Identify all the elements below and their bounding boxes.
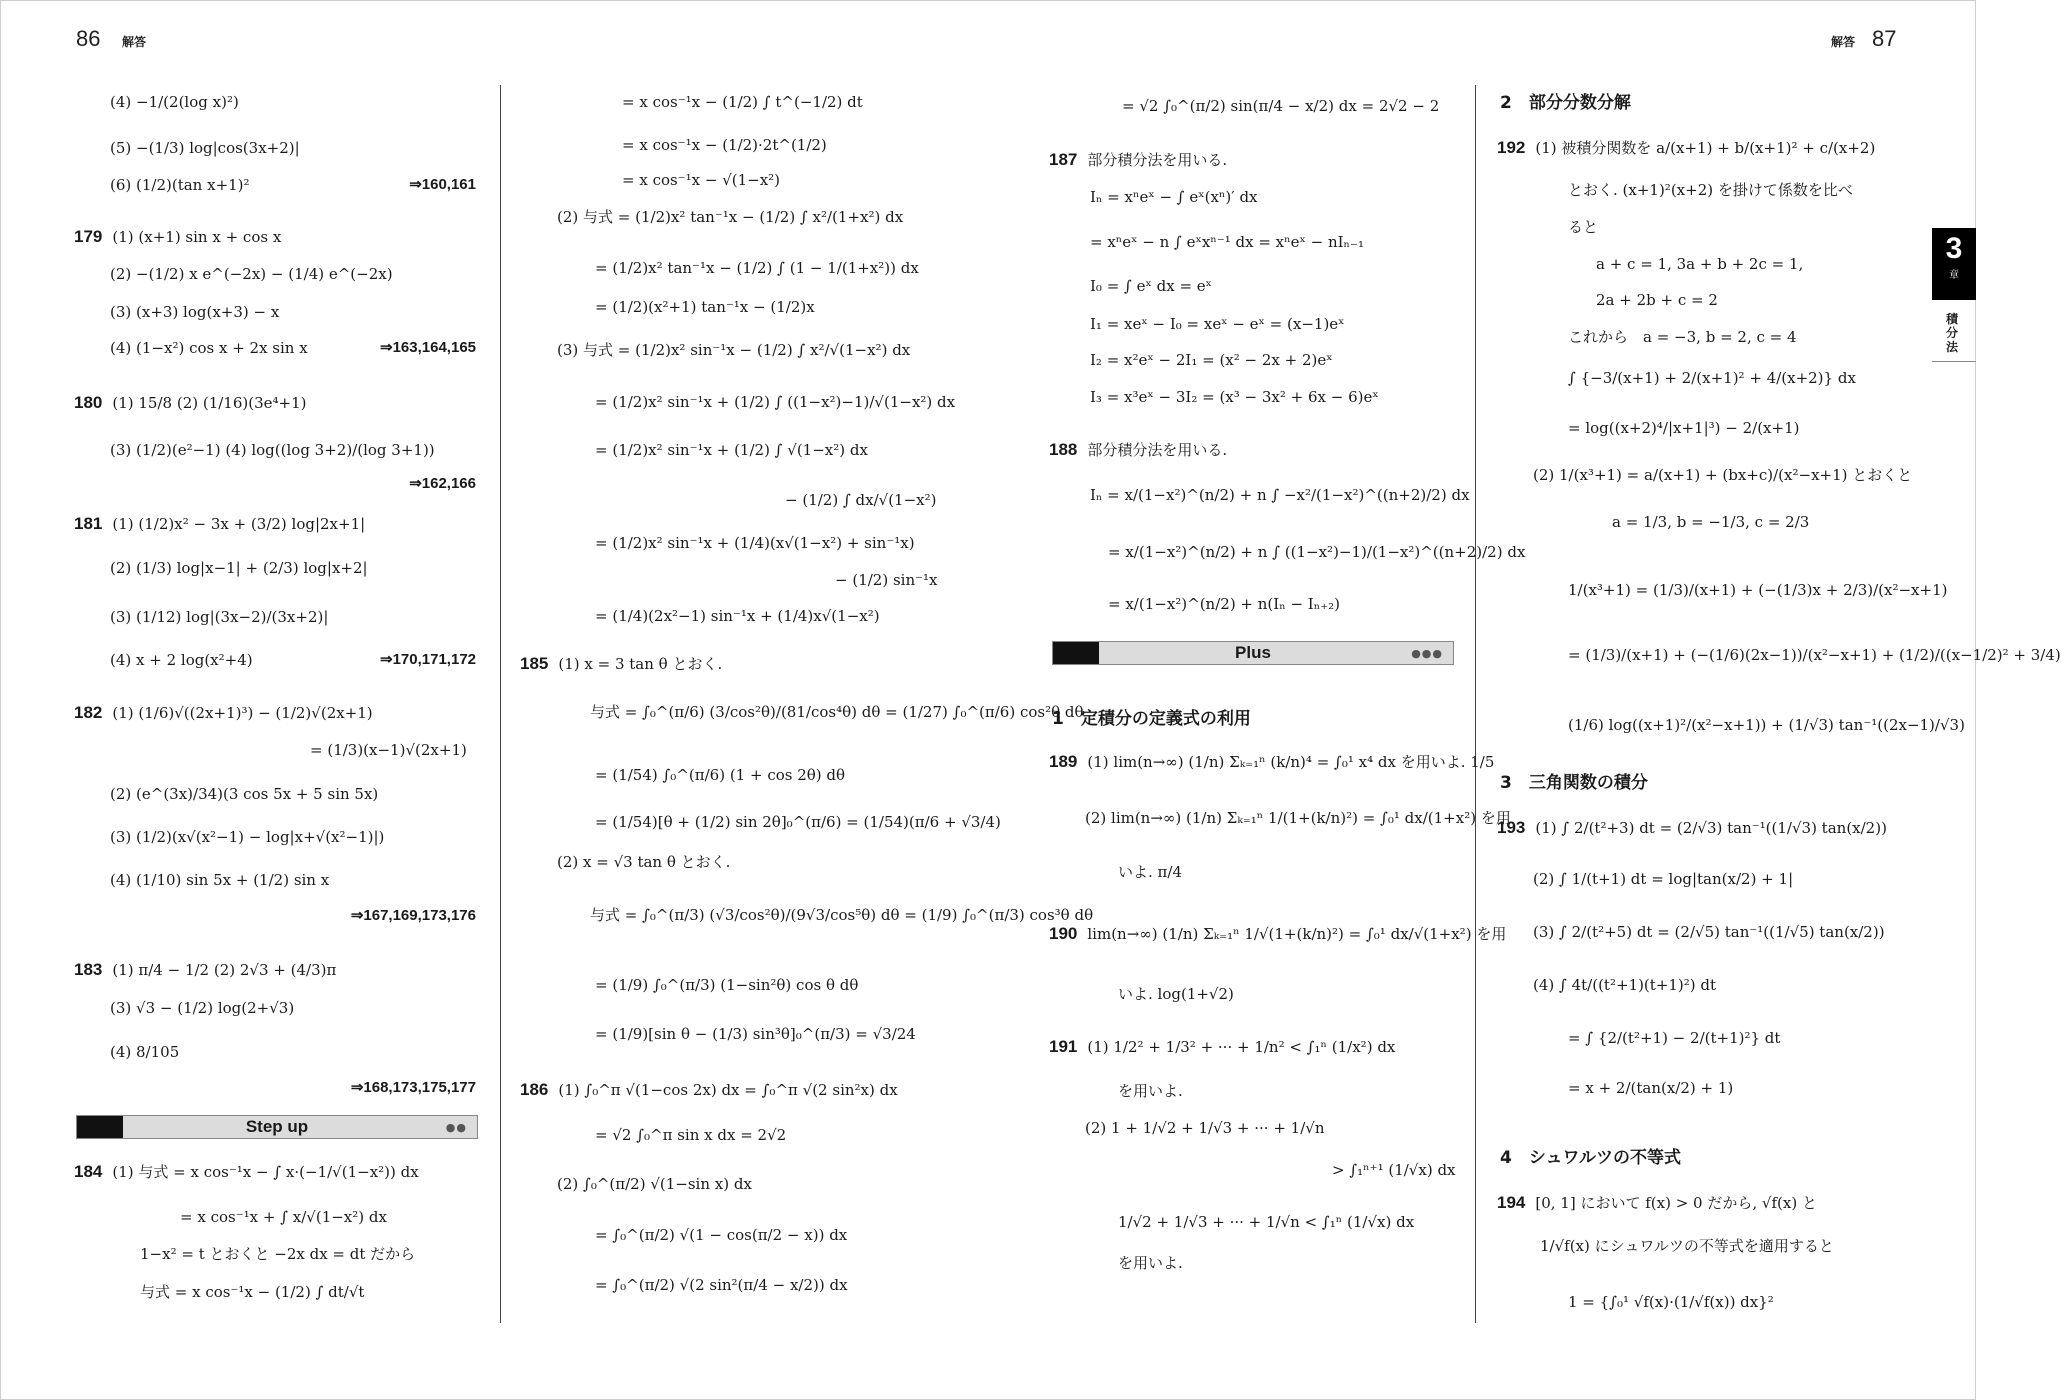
- answer-line: [1049, 924, 1506, 944]
- answer-text: (1) 与式 = x cos⁻¹x − ∫ x·(−1/√(1−x²)) dx: [112, 1163, 419, 1181]
- answer-line: [74, 393, 307, 413]
- answer-line: = x cos⁻¹x − (1/2) ∫ t^(−1/2) dt: [622, 93, 863, 111]
- answer-line: = (1/2)x² sin⁻¹x + (1/2) ∫ ((1−x²)−1)/√(1−x²) dx: [595, 393, 956, 411]
- answer-line: (3) (1/2)(x√(x²−1) − log|x+√(x²−1)|): [110, 828, 385, 846]
- chapter-rule: [1932, 361, 1976, 362]
- answer-text: lim(n→∞) (1/n) Σₖ₌₁ⁿ 1/√(1+(k/n)²) = ∫₀¹ dx/√(1+x²) を用: [1087, 925, 1507, 943]
- column-rule: [1475, 85, 1476, 1323]
- answer-line: = x/(1−x²)^(n/2) + n ∫ ((1−x²)−1)/(1−x²)^((n+2)/2) dx: [1108, 543, 1526, 561]
- answer-line: = √2 ∫₀^(π/2) sin(π/4 − x/2) dx = 2√2 − 2: [1122, 97, 1440, 115]
- answer-line: (3) (1/2)(e²−1) (4) log((log 3+2)/(log 3+1)): [110, 441, 435, 459]
- problem-number: 190: [1049, 924, 1078, 943]
- answer-line: [74, 703, 373, 723]
- answer-line: = √2 ∫₀^π sin x dx = 2√2: [595, 1126, 787, 1144]
- answer-line: (2) 1/(x³+1) = a/(x+1) + (bx+c)/(x²−x+1) とおくと: [1533, 466, 1913, 484]
- answer-line: (4) 8/105: [110, 1043, 180, 1061]
- answer-line: [1049, 1037, 1395, 1057]
- problem-number: 193: [1497, 818, 1526, 837]
- answer-line: とおく. (x+1)²(x+2) を掛けて係数を比べ: [1568, 181, 1853, 199]
- answer-line: = x + 2/(tan(x/2) + 1): [1568, 1079, 1734, 1097]
- answer-line: [520, 1080, 898, 1100]
- cross-reference: ⇒163,164,165: [380, 339, 476, 356]
- band-title: Plus: [1235, 643, 1271, 662]
- answer-text: (1) ∫₀^π √(1−cos 2x) dx = ∫₀^π √(2 sin²x) dx: [558, 1081, 898, 1099]
- answer-line: (5) −(1/3) log|cos(3x+2)|: [110, 139, 300, 157]
- answer-line: = xⁿeˣ − n ∫ eˣxⁿ⁻¹ dx = xⁿeˣ − nIₙ₋₁: [1090, 233, 1364, 251]
- cross-reference: ⇒168,173,175,177: [350, 1079, 476, 1096]
- cross-reference: ⇒170,171,172: [380, 651, 476, 668]
- problem-number: 189: [1049, 752, 1078, 771]
- chapter-tab: [1932, 228, 1976, 300]
- answer-line: [74, 960, 336, 980]
- problem-number: 191: [1049, 1037, 1078, 1056]
- answer-text: (1) lim(n→∞) (1/n) Σₖ₌₁ⁿ (k/n)⁴ = ∫₀¹ x⁴ dx を用いよ. 1/5: [1087, 753, 1495, 771]
- answer-line: (4) (1/10) sin 5x + (1/2) sin x: [110, 871, 330, 889]
- answer-line: (3) (1/12) log|(3x−2)/(3x+2)|: [110, 608, 329, 626]
- problem-number: 194: [1497, 1193, 1526, 1212]
- answer-line: (2) 与式 = (1/2)x² tan⁻¹x − (1/2) ∫ x²/(1+x²) dx: [557, 208, 904, 226]
- problem-number: 192: [1497, 138, 1526, 157]
- answer-line: = (1/2)(x²+1) tan⁻¹x − (1/2)x: [595, 298, 815, 316]
- answer-line: (3) √3 − (1/2) log(2+√3): [110, 999, 295, 1017]
- chapter-name: 積分法: [1945, 312, 1958, 354]
- answer-line: I₃ = x³eˣ − 3I₂ = (x³ − 3x² + 6x − 6)eˣ: [1090, 388, 1379, 406]
- answer-line: [74, 227, 281, 247]
- answer-line: [74, 1162, 419, 1182]
- column-rule: [500, 85, 501, 1323]
- answer-text: (1) ∫ 2/(t²+3) dt = (2/√3) tan⁻¹((1/√3) tan(x/2)): [1535, 819, 1887, 837]
- answer-text: 部分積分法を用いる.: [1087, 151, 1228, 169]
- answer-line: (3) ∫ 2/(t²+5) dt = (2/√5) tan⁻¹((1/√5) tan(x/2)): [1533, 923, 1885, 941]
- answer-line: [1497, 138, 1875, 158]
- answer-line: = (1/3)/(x+1) + (−(1/6)(2x−1))/(x²−x+1) + (1/2)/((x−1/2)² + 3/4): [1568, 646, 2061, 664]
- answer-line: (1/6) log((x+1)²/(x²−x+1)) + (1/√3) tan⁻¹((2x−1)/√3): [1568, 716, 1965, 734]
- answer-text: (1) 1/2² + 1/3² + ··· + 1/n² < ∫₁ⁿ (1/x²) dx: [1087, 1038, 1396, 1056]
- answer-text: [0, 1] において f(x) > 0 だから, √f(x) と: [1535, 1194, 1817, 1212]
- problem-number: 186: [520, 1080, 549, 1099]
- cross-reference: ⇒160,161: [409, 176, 476, 193]
- band-dots: ●●: [445, 1121, 467, 1134]
- answer-line: = (1/54) ∫₀^(π/6) (1 + cos 2θ) dθ: [595, 766, 846, 784]
- answer-text: (1) x = 3 tan θ とおく.: [558, 655, 723, 673]
- answer-line: (4) ∫ 4t/((t²+1)(t+1)²) dt: [1533, 976, 1717, 994]
- answer-line: Iₙ = x/(1−x²)^(n/2) + n ∫ −x²/(1−x²)^((n+2)/2) dx: [1090, 486, 1470, 504]
- answer-line: = x cos⁻¹x − (1/2)·2t^(1/2): [622, 136, 827, 154]
- answer-line: ∫ {−3/(x+1) + 2/(x+1)² + 4/(x+2)} dx: [1568, 369, 1856, 387]
- answer-line: (3) 与式 = (1/2)x² sin⁻¹x − (1/2) ∫ x²/√(1−x²) dx: [557, 341, 911, 359]
- answer-line: を用いよ.: [1118, 1254, 1183, 1272]
- answer-line: = x cos⁻¹x − √(1−x²): [622, 171, 781, 189]
- answer-line: (2) 1 + 1/√2 + 1/√3 + ··· + 1/√n: [1085, 1119, 1325, 1137]
- answer-line: (2) lim(n→∞) (1/n) Σₖ₌₁ⁿ 1/(1+(k/n)²) = ∫₀¹ dx/(1+x²) を用: [1085, 809, 1511, 827]
- answer-line: 与式 = x cos⁻¹x − (1/2) ∫ dt/√t: [140, 1283, 365, 1301]
- answer-text: (1) π/4 − 1/2 (2) 2√3 + (4/3)π: [112, 961, 337, 979]
- answer-line: (6) (1/2)(tan x+1)²: [110, 176, 250, 194]
- step-up-band: [76, 1115, 478, 1139]
- section-heading: 2 部分分数分解: [1500, 93, 1631, 113]
- answer-line: a + c = 1, 3a + b + 2c = 1,: [1596, 255, 1804, 273]
- problem-number: 181: [74, 514, 103, 533]
- problem-number: 188: [1049, 440, 1078, 459]
- answer-line: (4) −1/(2(log x)²): [110, 93, 239, 111]
- answer-line: − (1/2) ∫ dx/√(1−x²): [785, 491, 937, 509]
- answer-text: (1) (1/6)√((2x+1)³) − (1/2)√(2x+1): [112, 704, 373, 722]
- left-page-number: 86: [76, 26, 101, 51]
- answer-line: これから a = −3, b = 2, c = 4: [1568, 328, 1797, 346]
- answer-text: (1) (x+1) sin x + cos x: [112, 228, 282, 246]
- answer-line: = ∫₀^(π/2) √(2 sin²(π/4 − x/2)) dx: [595, 1276, 848, 1294]
- problem-number: 185: [520, 654, 549, 673]
- answer-line: [520, 654, 722, 674]
- problem-number: 184: [74, 1162, 103, 1181]
- answer-line: − (1/2) sin⁻¹x: [835, 571, 938, 589]
- answer-line: (2) (1/3) log|x−1| + (2/3) log|x+2|: [110, 559, 368, 577]
- answer-line: = log((x+2)⁴/|x+1|³) − 2/(x+1): [1568, 419, 1800, 437]
- right-page-label: 解答: [1831, 35, 1856, 49]
- right-page-number: 87: [1872, 26, 1897, 51]
- answer-line: 1/(x³+1) = (1/3)/(x+1) + (−(1/3)x + 2/3)/(x²−x+1): [1568, 581, 1948, 599]
- answer-line: [1049, 440, 1227, 460]
- section-heading: 1 定積分の定義式の利用: [1052, 709, 1251, 729]
- answer-line: [1497, 818, 1887, 838]
- answer-line: (2) ∫₀^(π/2) √(1−sin x) dx: [557, 1175, 752, 1193]
- answer-line: = (1/9)[sin θ − (1/3) sin³θ]₀^(π/3) = √3/24: [595, 1025, 916, 1043]
- answer-line: [74, 514, 365, 534]
- answer-line: (2) −(1/2) x e^(−2x) − (1/4) e^(−2x): [110, 265, 393, 283]
- answer-line: (4) (1−x²) cos x + 2x sin x: [110, 339, 308, 357]
- answer-line: 1/√2 + 1/√3 + ··· + 1/√n < ∫₁ⁿ (1/√x) dx: [1118, 1213, 1415, 1231]
- answer-line: [1049, 150, 1227, 170]
- section-heading: 4 シュワルツの不等式: [1500, 1148, 1681, 1168]
- cross-reference: ⇒162,166: [409, 475, 476, 492]
- answer-text: (1) (1/2)x² − 3x + (3/2) log|2x+1|: [112, 515, 366, 533]
- answer-line: 1 = {∫₀¹ √f(x)·(1/√f(x)) dx}²: [1568, 1293, 1774, 1311]
- answer-line: (4) x + 2 log(x²+4): [110, 651, 253, 669]
- answer-line: (3) (x+3) log(x+3) − x: [110, 303, 280, 321]
- problem-number: 187: [1049, 150, 1078, 169]
- answer-line: = (1/2)x² sin⁻¹x + (1/4)(x√(1−x²) + sin⁻¹x): [595, 534, 915, 552]
- band-title: Step up: [245, 1117, 309, 1136]
- plus-band: [1052, 641, 1454, 665]
- answer-line: いよ. π/4: [1118, 863, 1182, 881]
- problem-number: 180: [74, 393, 103, 412]
- chapter-unit: 章: [1949, 270, 1959, 281]
- answer-line: = (1/9) ∫₀^(π/3) (1−sin²θ) cos θ dθ: [595, 976, 859, 994]
- left-page-label: 解答: [122, 35, 147, 49]
- answer-line: = ∫ {2/(t²+1) − 2/(t+1)²} dt: [1568, 1029, 1781, 1047]
- answer-line: I₀ = ∫ eˣ dx = eˣ: [1090, 277, 1213, 295]
- answer-line: = (1/54)[θ + (1/2) sin 2θ]₀^(π/6) = (1/54)(π/6 + √3/4): [595, 813, 1001, 831]
- answer-line: 1/√f(x) にシュワルツの不等式を適用すると: [1540, 1237, 1834, 1255]
- answer-line: Iₙ = xⁿeˣ − ∫ eˣ(xⁿ)′ dx: [1090, 188, 1258, 206]
- answer-line: (2) ∫ 1/(t+1) dt = log|tan(x/2) + 1|: [1533, 870, 1794, 888]
- answer-text: (1) 15/8 (2) (1/16)(3e⁴+1): [112, 394, 307, 412]
- problem-number: 182: [74, 703, 103, 722]
- answer-line: = ∫₀^(π/2) √(1 − cos(π/2 − x)) dx: [595, 1226, 848, 1244]
- problem-number: 183: [74, 960, 103, 979]
- answer-line: いよ. log(1+√2): [1118, 985, 1234, 1003]
- answer-line: 1−x² = t とおくと −2x dx = dt だから: [140, 1245, 416, 1263]
- answer-line: = (1/2)x² sin⁻¹x + (1/2) ∫ √(1−x²) dx: [595, 441, 868, 459]
- answer-line: = (1/4)(2x²−1) sin⁻¹x + (1/4)x√(1−x²): [595, 607, 880, 625]
- answer-line: = (1/2)x² tan⁻¹x − (1/2) ∫ (1 − 1/(1+x²)) dx: [595, 259, 919, 277]
- answer-line: = x cos⁻¹x + ∫ x/√(1−x²) dx: [180, 1208, 387, 1226]
- problem-number: 179: [74, 227, 103, 246]
- answer-line: I₁ = xeˣ − I₀ = xeˣ − eˣ = (x−1)eˣ: [1090, 315, 1345, 333]
- answer-line: [1497, 1193, 1817, 1213]
- answer-line: 与式 = ∫₀^(π/3) (√3/cos²θ)/(9√3/cos⁵θ) dθ = (1/9) ∫₀^(π/3) cos³θ dθ: [590, 906, 1094, 924]
- answer-line: (2) x = √3 tan θ とおく.: [557, 853, 731, 871]
- answer-line: 2a + 2b + c = 2: [1596, 291, 1718, 309]
- answer-line: = (1/3)(x−1)√(2x+1): [310, 741, 467, 759]
- cross-reference: ⇒167,169,173,176: [350, 907, 476, 924]
- answer-line: ると: [1568, 218, 1599, 236]
- answer-text: (1) 被積分関数を a/(x+1) + b/(x+1)² + c/(x+2): [1535, 139, 1876, 157]
- section-heading: 3 三角関数の積分: [1500, 773, 1648, 793]
- answer-text: 部分積分法を用いる.: [1087, 441, 1228, 459]
- answer-line: = x/(1−x²)^(n/2) + n(Iₙ − Iₙ₊₂): [1108, 595, 1341, 613]
- answer-line: を用いよ.: [1118, 1082, 1183, 1100]
- answer-line: 与式 = ∫₀^(π/6) (3/cos²θ)/(81/cos⁴θ) dθ = (1/27) ∫₀^(π/6) cos²θ dθ: [590, 703, 1084, 721]
- band-dots: ●●●: [1411, 647, 1443, 660]
- answer-line: (2) (e^(3x)/34)(3 cos 5x + 5 sin 5x): [110, 785, 379, 803]
- answer-line: I₂ = x²eˣ − 2I₁ = (x² − 2x + 2)eˣ: [1090, 351, 1333, 369]
- answer-line: > ∫₁ⁿ⁺¹ (1/√x) dx: [1332, 1161, 1456, 1179]
- chapter-number: 3: [1945, 232, 1963, 265]
- answer-line: [1049, 752, 1494, 772]
- answer-line: a = 1/3, b = −1/3, c = 2/3: [1612, 513, 1810, 531]
